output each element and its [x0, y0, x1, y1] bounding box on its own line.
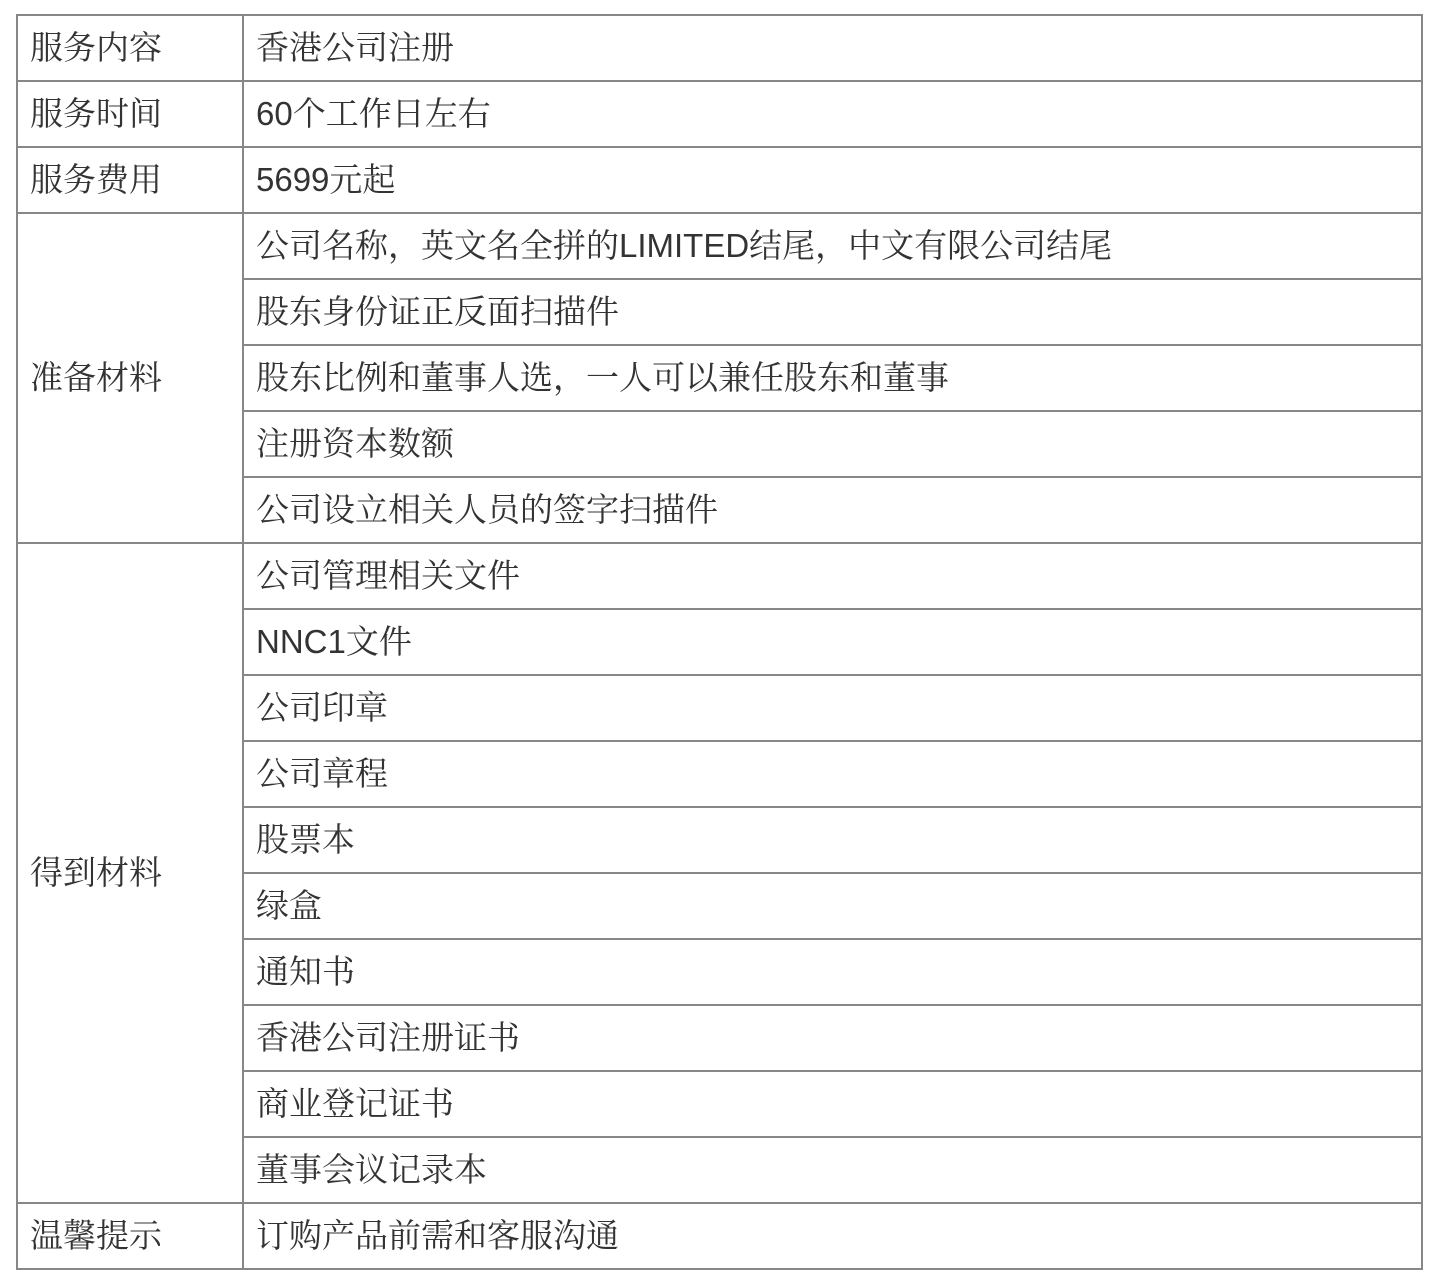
- service-time-label: 服务时间: [17, 81, 243, 147]
- table-row: [17, 543, 1422, 609]
- obtained-material-item: 公司印章: [243, 675, 1422, 741]
- obtained-material-item: NNC1文件: [243, 609, 1422, 675]
- tips-label: 温馨提示: [17, 1203, 243, 1269]
- obtained-material-item: 公司章程: [243, 741, 1422, 807]
- prepare-material-item: 公司名称，英文名全拼的LIMITED结尾，中文有限公司结尾: [243, 213, 1422, 279]
- table-row: [17, 1203, 1422, 1269]
- prepare-material-item: 股东身份证正反面扫描件: [243, 279, 1422, 345]
- prepare-materials-label: 准备材料: [17, 213, 243, 543]
- service-content-value: 香港公司注册: [243, 15, 1422, 81]
- obtained-material-item: 股票本: [243, 807, 1422, 873]
- obtained-material-item: 商业登记证书: [243, 1071, 1422, 1137]
- service-info-table: [16, 14, 1423, 1270]
- obtained-materials-label: 得到材料: [17, 543, 243, 1203]
- service-fee-value: 5699元起: [243, 147, 1422, 213]
- prepare-material-item: 公司设立相关人员的签字扫描件: [243, 477, 1422, 543]
- service-fee-label: 服务费用: [17, 147, 243, 213]
- table-row: [17, 213, 1422, 279]
- service-time-value: 60个工作日左右: [243, 81, 1422, 147]
- table-row: [17, 81, 1422, 147]
- obtained-material-item: 香港公司注册证书: [243, 1005, 1422, 1071]
- service-content-label: 服务内容: [17, 15, 243, 81]
- obtained-material-item: 通知书: [243, 939, 1422, 1005]
- table-row: [17, 15, 1422, 81]
- prepare-material-item: 股东比例和董事人选，一人可以兼任股东和董事: [243, 345, 1422, 411]
- table-row: [17, 147, 1422, 213]
- obtained-material-item: 公司管理相关文件: [243, 543, 1422, 609]
- obtained-material-item: 绿盒: [243, 873, 1422, 939]
- obtained-material-item: 董事会议记录本: [243, 1137, 1422, 1203]
- prepare-material-item: 注册资本数额: [243, 411, 1422, 477]
- tips-value: 订购产品前需和客服沟通: [243, 1203, 1422, 1269]
